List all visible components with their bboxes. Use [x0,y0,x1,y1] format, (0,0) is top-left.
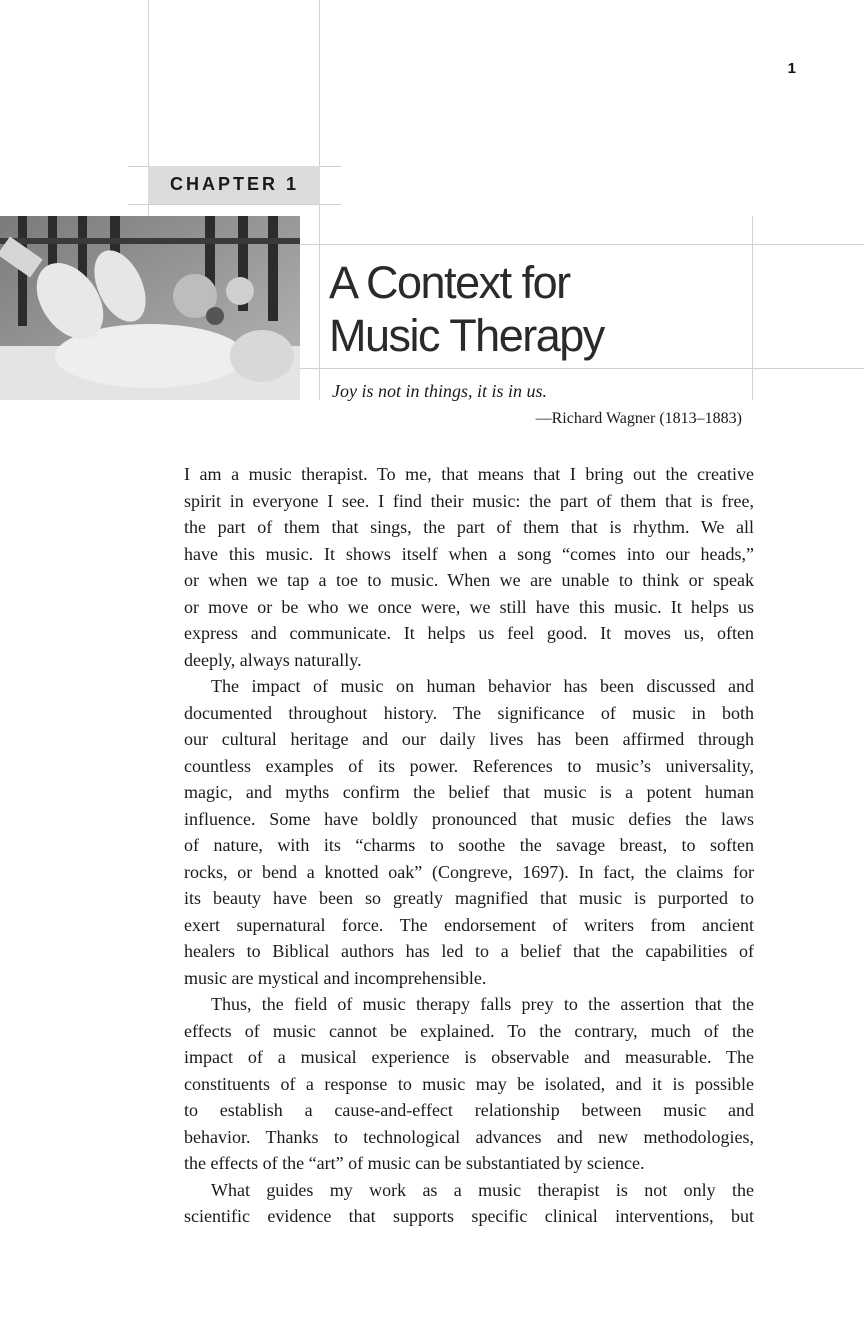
body-text-line: to establish a cause-and-effect relationship between music and [184,1100,754,1120]
body-text-line: deeply, always naturally. [184,649,362,670]
chapter-photo-baby-in-crib [0,216,300,400]
body-text-line: effects of music cannot be explained. To the contrary, much of the [184,1020,754,1041]
body-text-line: of nature, with its “charms to soothe the savage breast, to soften [184,835,754,855]
body-text-line: constituents of a response to music may be isolated, and it is possible [184,1073,754,1094]
body-text-line: exert supernatural force. The endorsement of writers from ancient [184,914,754,935]
body-text-line: the effects of the “art” of music can be substantiated by science. [184,1153,645,1173]
chapter-title [329,256,604,362]
chapter-title-line-1: A Context for [329,257,570,308]
body-text-line: healers to Biblical authors has led to a belief that the capabilities of [184,941,754,961]
body-text-line: express and communicate. It helps us feel good. It moves us, often [184,623,754,643]
body-text-line: scientific evidence that supports specific clinical interventions, but [184,1206,754,1226]
body-text-line: countless examples of its power. References to music’s universality, [184,755,754,776]
chapter-title-line-2: Music Therapy [329,310,604,361]
body-text-line: our cultural heritage and our daily lives has been affirmed through [184,729,754,749]
body-text-line: spirit in everyone I see. I find their music: the part of them that is free, [184,490,754,511]
body-text-line: The impact of music on human behavior has been discussed and [211,676,754,696]
body-text-line: have this music. It shows itself when a song “comes into our heads,” [184,543,754,564]
body-text [184,461,754,1230]
epigraph-attribution: —Richard Wagner (1813–1883) [535,410,742,427]
horizontal-rule-title-bottom [300,368,864,369]
body-text-line: impact of a musical experience is observable and measurable. The [184,1047,754,1067]
body-text-line: magic, and myths confirm the belief that music is a potent human [184,782,754,802]
body-text-line: documented throughout history. The significance of music in both [184,702,754,723]
chapter-label: CHAPTER 1 [170,174,300,194]
body-text-line: influence. Some have boldly pronounced that music defies the laws [184,808,754,829]
body-text-line: Thus, the field of music therapy falls prey to the assertion that the [211,994,754,1014]
horizontal-rule-title-top [300,244,864,245]
body-text-line: What guides my work as a music therapist is not only the [211,1179,754,1200]
body-text-line: I am a music therapist. To me, that means that I bring out the creative [184,464,754,484]
body-text-line: or when we tap a toe to music. When we are unable to think or speak [184,570,754,590]
body-text-line: its beauty have been so greatly magnified that music is purported to [184,888,754,908]
baby-crib-photo-illustration [0,216,300,400]
epigraph-quote: Joy is not in things, it is in us. [332,381,548,401]
body-text-line: rocks, or bend a knotted oak” (Congreve, 1697). In fact, the claims for [184,861,754,882]
body-text-line: behavior. Thanks to technological advances and new methodologies, [184,1126,754,1147]
body-text-line: or move or be who we once were, we still have this music. It helps us [184,596,754,617]
page-number: 1 [787,60,796,77]
body-text-line: music are mystical and incomprehensible. [184,967,487,988]
body-text-line: the part of them that sings, the part of them that is rhythm. We all [184,517,754,537]
horizontal-rule-chapter-bottom [128,204,341,205]
